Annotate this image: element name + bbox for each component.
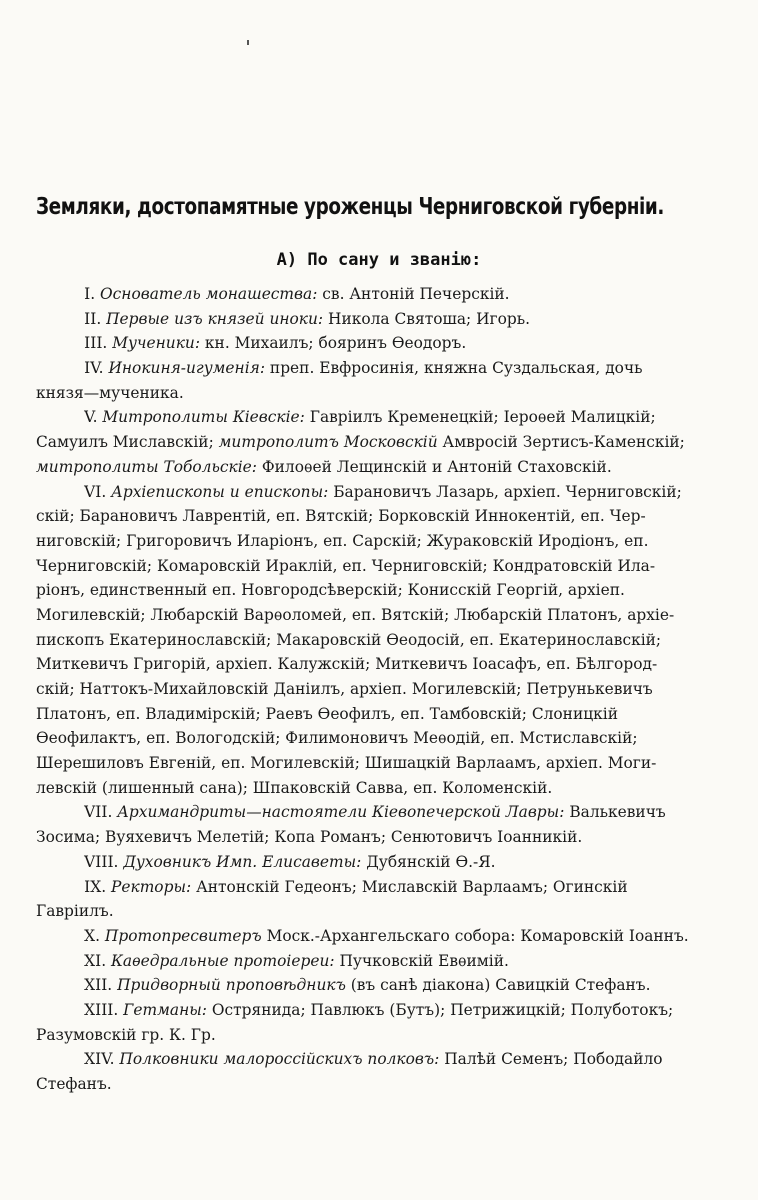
text-line (36, 850, 732, 875)
line-rest: Острянида; Павлюкъ (Бутъ); Петрижицкій; Полуботокъ; (206, 999, 674, 1019)
text-line (36, 998, 732, 1023)
text-line (36, 875, 732, 900)
line-rest: Стефанъ. (36, 1074, 112, 1093)
text-line (36, 899, 732, 924)
line-rest: Антонскій Гедеонъ; Миславскій Варлаамъ; Огинскій (191, 876, 628, 896)
line-num: IX. (84, 876, 112, 896)
line-num: XII. (84, 975, 118, 995)
line-rest2: Амвросій Зертисъ-Каменскій; (437, 432, 685, 452)
text-line (36, 307, 732, 332)
line-num: V. (84, 407, 103, 427)
line-rest: Гавріилъ Кременецкій; Іероѳей Малицкій; (304, 407, 656, 427)
text-line (36, 751, 732, 776)
text-line (36, 825, 732, 850)
line-rest: Пучковскій Евѳимій. (334, 950, 509, 970)
line-it: Ректоры: (111, 876, 192, 896)
line-rest: Черниговскій; Комаровскій Ираклій, еп. Черниговскій; Кондратовскій Ила- (36, 555, 656, 575)
line-num: XIV. (84, 1049, 120, 1069)
line-rest: Валькевичъ (564, 802, 666, 822)
line-rest: св. Антоній Печерскій. (317, 284, 510, 303)
line-rest: левскій (лишенный сана); Шпаковскій Савва, еп. Коломенскій. (36, 777, 553, 797)
text-line (36, 356, 732, 381)
line-rest: Барановичъ Лазарь, архіеп. Черниговскій; (328, 481, 682, 501)
line-it: Архіепископы и епископы: (111, 481, 329, 501)
line-num: IV. (84, 358, 109, 378)
text-line (36, 381, 732, 406)
line-num: III. (84, 333, 113, 353)
line-num: VIII. (84, 851, 124, 871)
line-it: Духовникъ Имп. Елисаветы: (123, 851, 362, 871)
line-rest: (въ санѣ діакона) Савицкій Стефанъ. (345, 975, 651, 995)
text-body (36, 282, 758, 1097)
line-rest: ниговскій; Григоровичъ Иларіонъ, еп. Сарскій; Жураковскій Иродіонъ, еп. (36, 530, 649, 550)
text-line (36, 776, 732, 801)
line-rest: Самуилъ Миславскій; (36, 432, 219, 452)
line-rest: Дубянскій Ѳ.-Я. (361, 851, 496, 871)
text-line (36, 282, 732, 307)
text-line (36, 603, 732, 628)
text-line (36, 1072, 732, 1097)
line-num: XIII. (84, 999, 124, 1019)
line-rest: Никола Святоша; Игорь. (323, 308, 531, 328)
section-heading: А) По сану и званію: (276, 250, 482, 270)
line-it: митрополиты Тобольскіе: (36, 456, 257, 476)
text-line (36, 652, 732, 677)
line-rest: скій; Барановичъ Лаврентій, еп. Вятскій; Борковскій Иннокентій, еп. Чер- (36, 506, 646, 526)
line-num: VI. (84, 481, 112, 501)
ink-speck (247, 40, 249, 45)
line-rest: Платонъ, еп. Владимірскій; Раевъ Ѳеофилъ, еп. Тамбовскій; Слоницкій (36, 703, 618, 723)
line-it: Придворный проповѣдникъ (117, 975, 346, 995)
text-line (36, 455, 732, 480)
text-line (36, 677, 732, 702)
line-num: II. (84, 308, 107, 328)
line-rest: Шерешиловъ Евгеній, еп. Могилевскій; Шишацкій Варлаамъ, архіеп. Моги- (36, 753, 657, 773)
line-num: X. (84, 925, 105, 945)
line-it: Основатель монашества: (100, 284, 318, 303)
text-line (36, 405, 732, 430)
text-line (36, 628, 732, 653)
line-rest: Гавріилъ. (36, 901, 114, 921)
line-num: I. (84, 284, 101, 303)
line-rest: ріонъ, единственный еп. Новгородсѣверскій; Конисскій Георгій, архіеп. (36, 580, 625, 600)
line-rest: Моск.-Архангельскаго собора: Комаровскій Іоаннъ. (261, 925, 689, 945)
line-it2: митрополитъ Московскій (218, 432, 438, 452)
line-rest: Разумовскій гр. К. Гр. (36, 1024, 216, 1044)
text-line (36, 949, 732, 974)
text-line (36, 430, 732, 455)
text-line (36, 504, 732, 529)
line-rest: преп. Евфросинія, княжна Суздальская, дочь (265, 358, 643, 378)
line-it: Инокиня-игуменія: (108, 358, 266, 378)
line-rest: Филоѳей Лещинскій и Антоній Стаховскій. (256, 456, 612, 476)
text-line (36, 726, 732, 751)
line-it: Гетманы: (123, 999, 207, 1019)
line-rest: кн. Михаилъ; бояринъ Ѳеодоръ. (200, 333, 467, 353)
line-num: XI. (84, 950, 112, 970)
line-rest: Миткевичъ Григорій, архіеп. Калужскій; Миткевичъ Іоасафъ, еп. Бѣлгород- (36, 654, 658, 674)
text-line (36, 702, 732, 727)
text-line (36, 1047, 732, 1072)
line-rest: князя—мученика. (36, 382, 184, 402)
line-rest: Палѣй Семенъ; Пободайло (439, 1049, 663, 1069)
line-it: Митрополиты Кіевскіе: (102, 407, 305, 427)
line-it: Архимандриты—настоятели Кіевопечерской Лавры: (117, 802, 565, 822)
text-line (36, 554, 732, 579)
text-line (36, 480, 732, 505)
line-rest: Зосима; Вуяхевичъ Мелетій; Копа Романъ; Сенютовичъ Іоанникій. (36, 827, 583, 847)
line-it: Полковники малороссійскихъ полковъ: (119, 1049, 440, 1069)
line-rest: пископъ Екатеринославскій; Макаровскій Ѳеодосій, еп. Екатеринославскій; (36, 629, 662, 649)
page-title: Земляки, достопамятные уроженцы Черниговской губерніи. (36, 194, 665, 220)
line-it: Первые изъ князей иноки: (106, 308, 324, 328)
text-line (36, 331, 732, 356)
line-rest: Могилевскій; Любарскій Варѳоломей, еп. Вятскій; Любарскій Платонъ, архіе- (36, 604, 675, 624)
text-line (36, 800, 732, 825)
line-rest: Ѳеофилактъ, еп. Вологодскій; Филимоновичъ Меѳодій, еп. Мстиславскій; (36, 728, 638, 748)
text-line (36, 578, 732, 603)
text-line (36, 1023, 732, 1048)
line-it: Каѳедральные протоіереи: (111, 950, 335, 970)
line-rest: скій; Наттокъ-Михайловскій Даніилъ, архіеп. Могилевскій; Петрунькевичъ (36, 679, 653, 698)
text-line (36, 529, 732, 554)
line-it: Мученики: (112, 333, 201, 353)
line-it: Протопресвитеръ (104, 925, 262, 945)
line-num: VII. (84, 802, 118, 822)
text-line (36, 973, 732, 998)
text-line (36, 924, 732, 949)
